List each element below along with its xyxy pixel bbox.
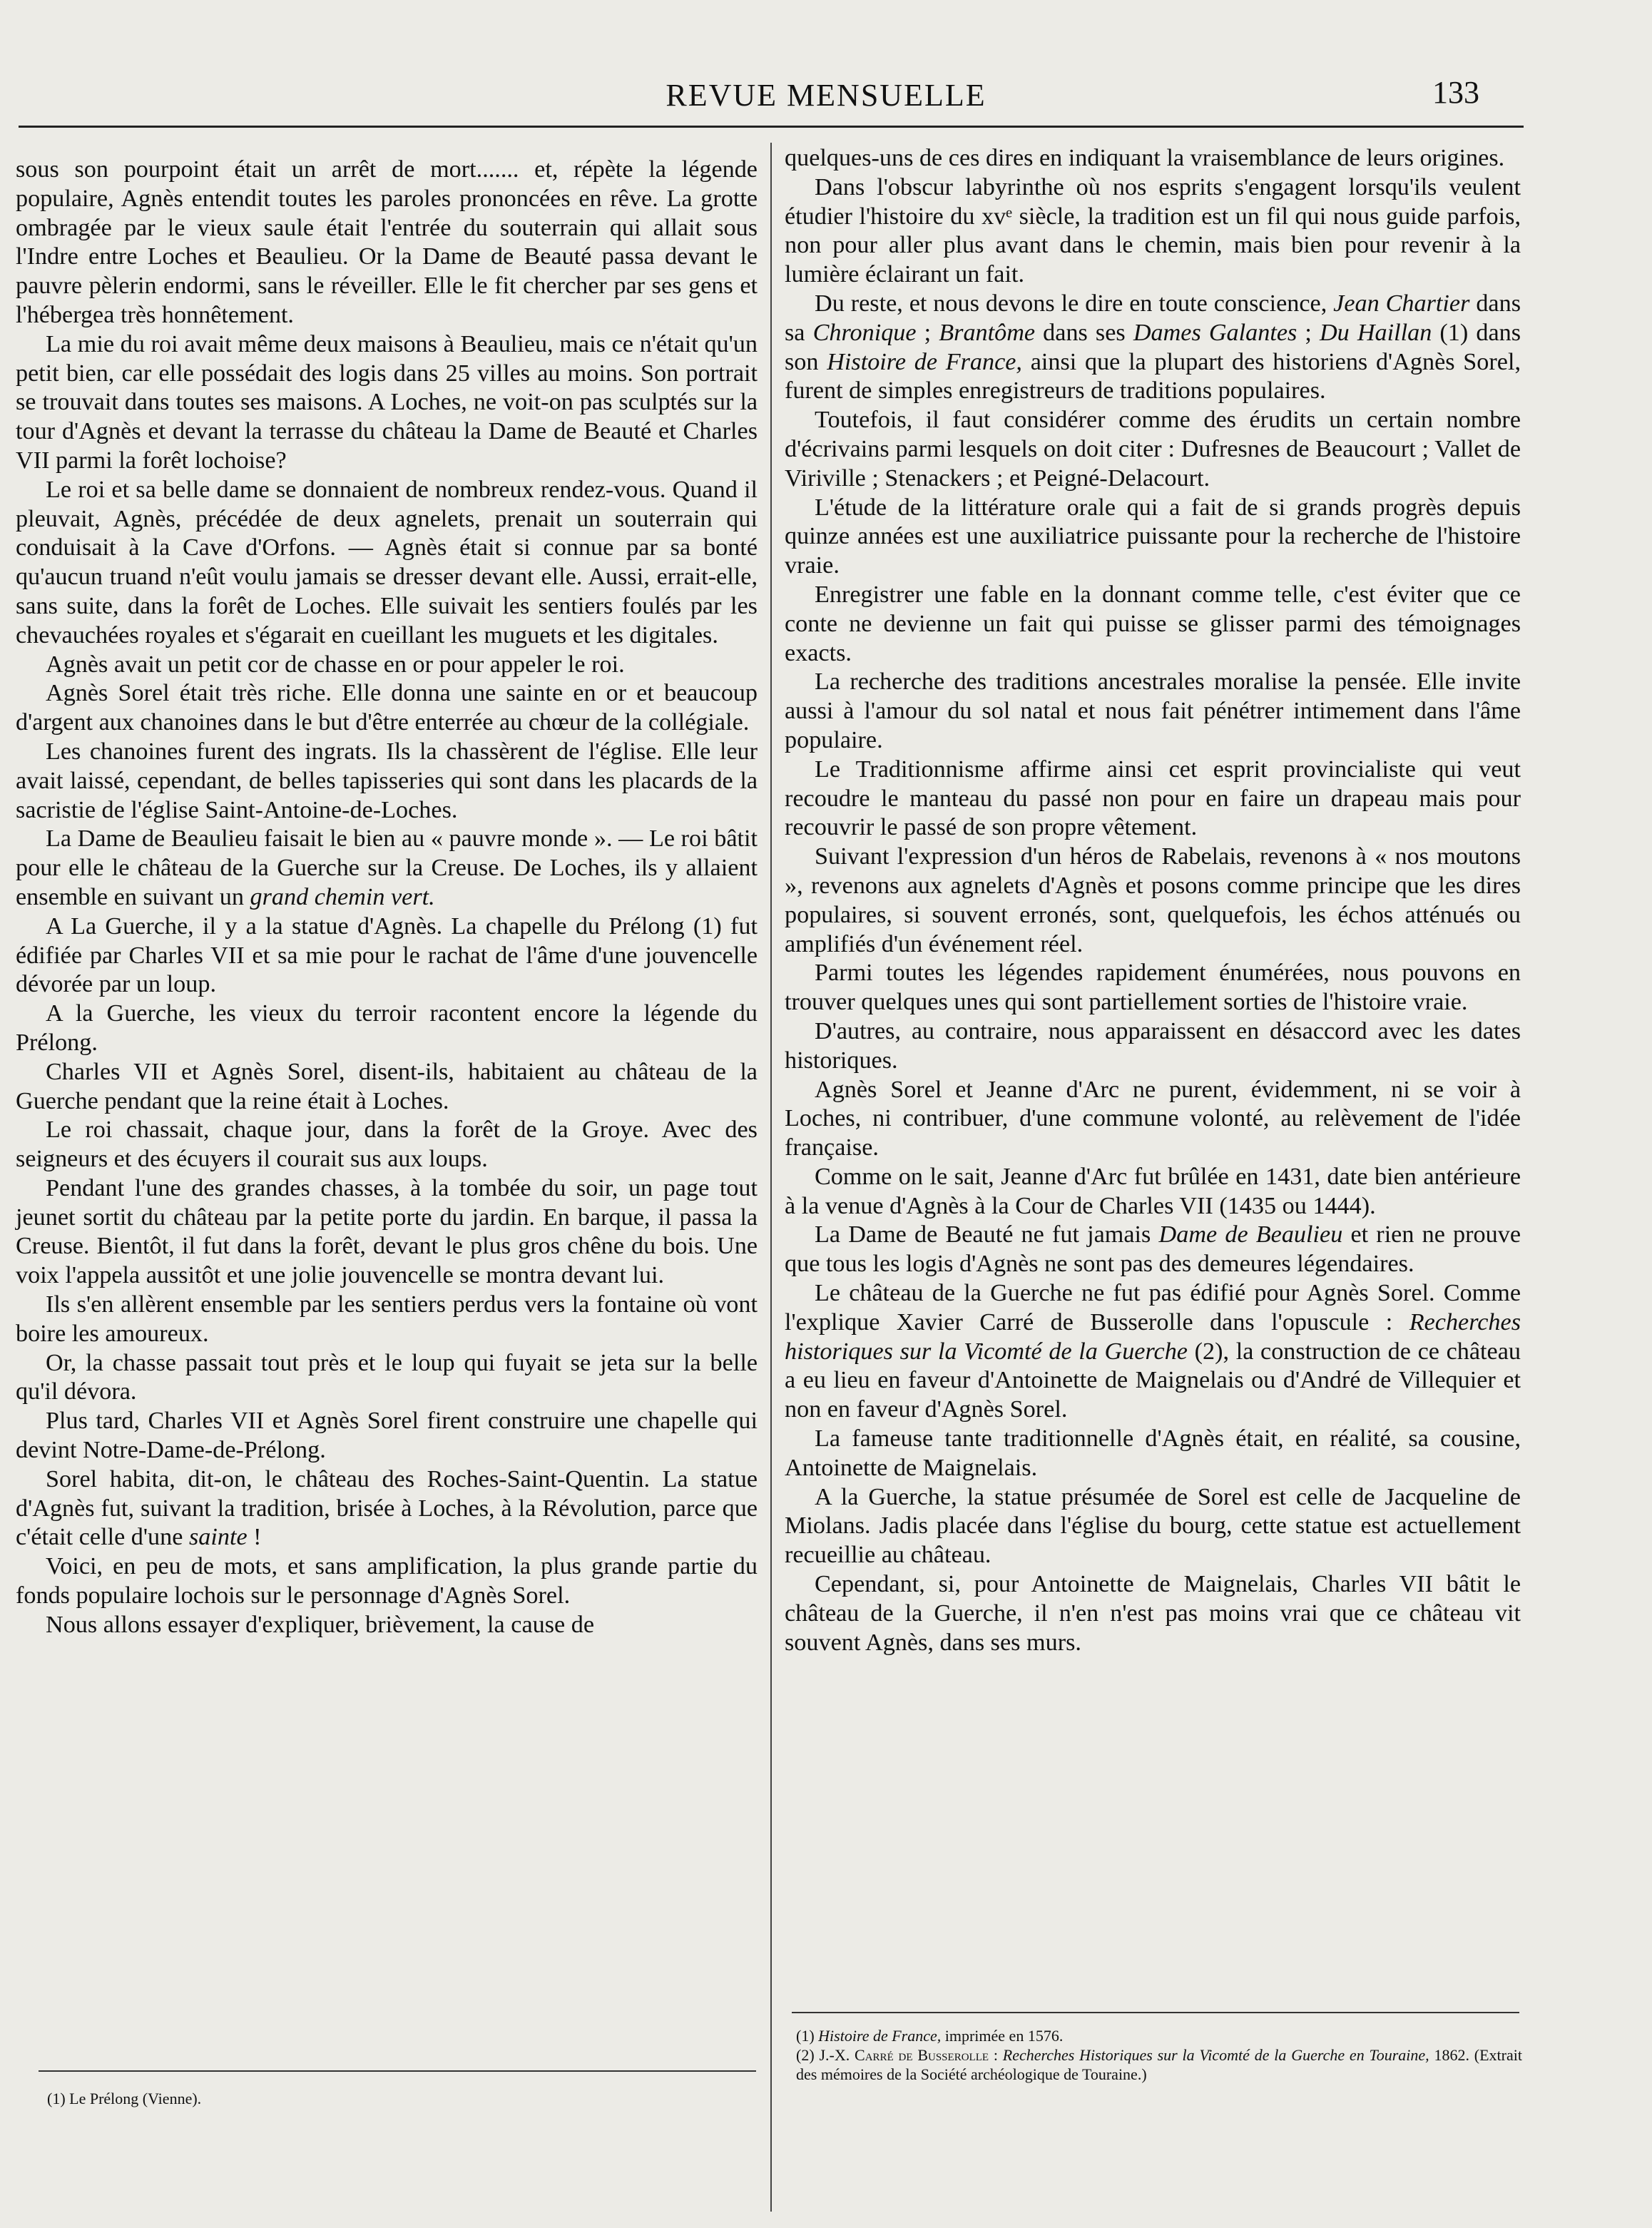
- italic-text: Dames Galantes: [1133, 319, 1297, 346]
- paragraph: [785, 290, 1521, 406]
- paragraph: L'étude de la littérature orale qui a fait de si grands progrès depuis quinze années est une auxiliatrice puissante pour la recherche de l'histoire vraie.: [785, 494, 1521, 579]
- text-run: dans ses: [1035, 319, 1133, 346]
- paragraph: [16, 1465, 758, 1552]
- paragraph: La fameuse tante traditionnelle d'Agnès était, en réalité, sa cousine, Antoinette de Maignelais.: [785, 1425, 1521, 1481]
- paragraph: [785, 1279, 1521, 1425]
- italic-text: Recherches historiques sur la Vicomté de la Guerche: [785, 1308, 1521, 1365]
- paragraph: Ils s'en allèrent ensemble par les sentiers perdus vers la fontaine où vont boire les amoureux.: [16, 1291, 758, 1347]
- paragraph: Plus tard, Charles VII et Agnès Sorel firent construire une chapelle qui devint Notre-Dame-de-Prélong.: [16, 1408, 758, 1464]
- text-run: dans sa: [785, 290, 1521, 346]
- italic-text: Histoire de France,: [818, 2027, 942, 2045]
- paragraph: Agnès Sorel était très riche. Elle donna une sainte en or et beaucoup d'argent aux chanoines dans le but d'être enterrée au chœur de la collégiale.: [16, 680, 758, 736]
- text-run: :: [989, 2046, 1003, 2064]
- text-run: Le château de la Guerche ne fut pas édifié pour Agnès Sorel. Comme l'explique Xavier Carré de Busserolle dans l'opuscule :: [785, 1280, 1521, 1336]
- paragraph: sous son pourpoint était un arrêt de mort....... et, répète la légende populaire, Agnès entendit toutes les paroles prononcées en rêve. La grotte ombragée par le vieux saule était l'entrée du souterrain qui allait sous l'Indre entre Loches et Beaulieu. Or la Dame de Beauté passa devant le pauvre pèlerin endormi, sans le réveiller. Elle le fit chercher par ses gens et l'hébergea très honnêtement.: [16, 156, 758, 328]
- italic-text: Chronique: [812, 319, 917, 346]
- footnote-rule: [792, 2012, 1519, 2013]
- paragraph: A La Guerche, il y a la statue d'Agnès. La chapelle du Prélong (1) fut édifiée par Charles VII et sa mie pour le rachat de l'âme d'une jouvencelle dévorée par un loup.: [16, 912, 758, 998]
- paragraph: Toutefois, il faut considérer comme des érudits un certain nombre d'écrivains parmi lesquels on doit citer : Dufresnes de Beaucourt ; Vallet de Viriville ; Stenackers ; et Peigné-Delacourt.: [785, 407, 1521, 492]
- text-run: imprimée en 1576.: [941, 2027, 1064, 2045]
- text-run: ;: [916, 319, 939, 346]
- paragraph: Les chanoines furent des ingrats. Ils la chassèrent de l'église. Elle leur avait laissé, cependant, de belles tapisseries qui sont dans les placards de la sacristie de l'église Saint-Antoine-de-Loches.: [16, 738, 758, 823]
- paragraph: Cependant, si, pour Antoinette de Maignelais, Charles VII bâtit le château de la Guerche, il n'en n'est pas moins vrai que ce château vit souvent Agnès, dans ses murs.: [785, 1571, 1521, 1656]
- footnotes-left: [47, 2089, 746, 2108]
- text-run: (2), la construction de ce château a eu lieu en faveur d'Antoinette de Maignelais ou d'André de Villequier et non en faveur d'Agnès Sorel.: [785, 1338, 1521, 1423]
- paragraph: A la Guerche, la statue présumée de Sorel est celle de Jacqueline de Miolans. Jadis placée dans l'église du bourg, cette statue est actuellement recueillie au château.: [785, 1483, 1521, 1569]
- italic-text: Histoire de France,: [827, 348, 1022, 375]
- paragraph: Pendant l'une des grandes chasses, à la tombée du soir, un page tout jeunet sortit du château par la petite porte du jardin. En barque, il passa la Creuse. Bientôt, il fut dans la forêt, devant le plus gros chêne du bois. Une voix l'appela aussitôt et une jolie jouvencelle se montra devant lui.: [16, 1174, 758, 1289]
- page-number: 133: [1432, 75, 1479, 110]
- italic-text: Brantôme: [939, 319, 1036, 346]
- paragraph: Enregistrer une fable en la donnant comme telle, c'est éviter que ce conte ne devienne un fait qui puisse se glisser parmi des témoignages exacts.: [785, 581, 1521, 666]
- footnotes-right: [796, 2026, 1522, 2084]
- paragraph: Voici, en peu de mots, et sans amplification, la plus grande partie du fonds populaire lochois sur le personnage d'Agnès Sorel.: [16, 1553, 758, 1609]
- footnote-rule: [39, 2070, 756, 2072]
- paragraph: Nous allons essayer d'expliquer, brièvement, la cause de: [46, 1611, 595, 1638]
- left-column: [16, 156, 758, 1640]
- italic-text: Dame de Beaulieu: [1158, 1221, 1343, 1248]
- text-run: Du reste, et nous devons le dire en toute conscience,: [815, 290, 1334, 317]
- paragraph: Agnès avait un petit cor de chasse en or pour appeler le roi.: [46, 651, 625, 678]
- paragraph: Comme on le sait, Jeanne d'Arc fut brûlée en 1431, date bien antérieure à la venue d'Agnès à la Cour de Charles VII (1435 ou 1444).: [785, 1163, 1521, 1219]
- paragraph: quelques-uns de ces dires en indiquant la vraisemblance de leurs origines.: [785, 145, 1505, 171]
- italic-text: Jean Chartier: [1333, 290, 1470, 317]
- text-run: 1862. (Extrait des mémoires de la Société archéologique de Touraine.): [796, 2046, 1522, 2083]
- paragraph: [785, 1221, 1521, 1279]
- paragraph: Agnès Sorel et Jeanne d'Arc ne purent, évidemment, ni se voir à Loches, ni contribuer, d'une commune volonté, au relèvement de l'idée française.: [785, 1076, 1521, 1161]
- text-run: La Dame de Beaulieu faisait le bien au « pauvre monde ». — Le roi bâtit pour elle le château de la Guerche sur la Creuse. De Loches, ils y allaient ensemble en suivant un: [16, 825, 758, 910]
- italic-text: Recherches Historiques sur la Vicomté de la Guerche en Touraine,: [1002, 2046, 1429, 2064]
- column-divider: [770, 143, 772, 2212]
- paragraph: Le Traditionnisme affirme ainsi cet esprit provincialiste qui veut recoudre le manteau du passé non pour en faire un drapeau mais pour recouvrir le passé de son propre vêtement.: [785, 756, 1521, 841]
- paragraph: [16, 825, 758, 912]
- text-run: Sorel habita, dit-on, le château des Roches-Saint-Quentin. La statue d'Agnès fut, suivant la tradition, brisée à Loches, à la Révolution, parce que c'était celle d'une: [16, 1465, 758, 1551]
- italic-text: sainte: [188, 1524, 248, 1551]
- text-run: La Dame de Beauté ne fut jamais: [815, 1221, 1159, 1248]
- paragraph: Le roi chassait, chaque jour, dans la forêt de la Groye. Avec des seigneurs et des écuyers il courait sus aux loups.: [16, 1116, 758, 1173]
- paragraph: D'autres, au contraire, nous apparaissent en désaccord avec les dates historiques.: [785, 1017, 1521, 1074]
- page-title: REVUE MENSUELLE: [666, 78, 986, 113]
- text-run: ainsi que la plupart des historiens d'Agnès Sorel, furent de simples enregistreurs de traditions populaires.: [785, 348, 1521, 405]
- italic-text: grand chemin vert.: [250, 883, 435, 910]
- paragraph: Charles VII et Agnès Sorel, disent-ils, habitaient au château de la Guerche pendant que la reine était à Loches.: [16, 1058, 758, 1114]
- right-column: [785, 144, 1521, 1657]
- paragraph: A la Guerche, les vieux du terroir racontent encore la légende du Prélong.: [16, 1000, 758, 1056]
- text-run: !: [247, 1524, 262, 1551]
- paragraph: La recherche des traditions ancestrales moralise la pensée. Elle invite aussi à l'amour du sol natal et nous fait pénétrer intimement dans l'âme populaire.: [785, 668, 1521, 753]
- footnote-number: (2) J.-X.: [796, 2046, 855, 2064]
- italic-text: Du Haillan: [1319, 319, 1432, 346]
- paragraph: Suivant l'expression d'un héros de Rabelais, revenons à « nos moutons », revenons aux agnelets d'Agnès et posons comme principe que les dires populaires, si souvent erronés, sont, quelquefois, les échos atténués ou amplifiés d'un événement réel.: [785, 843, 1521, 957]
- text-run: (1) dans son: [785, 319, 1521, 375]
- header-rule: [19, 126, 1524, 128]
- footnote: [796, 2026, 1522, 2045]
- paragraph: Dans l'obscur labyrinthe où nos esprits s'engagent lorsqu'ils veulent étudier l'histoire du xvᵉ siècle, la tradition est un fil qui nous guide parfois, non pour aller plus avant dans le chemin, mais bien pour revenir à la lumière éclairant un fait.: [785, 173, 1521, 288]
- author-name: Carré de Busserolle: [855, 2046, 989, 2064]
- paragraph: Or, la chasse passait tout près et le loup qui fuyait se jeta sur la belle qu'il dévora.: [16, 1349, 758, 1405]
- text-run: et rien ne prouve que tous les logis d'Agnès ne sont pas des demeures légendaires.: [785, 1221, 1521, 1278]
- paragraph: La mie du roi avait même deux maisons à Beaulieu, mais ce n'était qu'un petit bien, car elle possédait des logis dans 25 villes au moins. Son portrait se trouvait dans toutes ses maisons. A Loches, ne voit-on pas sculptés sur la tour d'Agnès et devant la terrasse du château la Dame de Beauté et Charles VII parmi la forêt lochoise?: [16, 330, 758, 474]
- text-run: ;: [1297, 319, 1320, 346]
- paragraph: Parmi toutes les légendes rapidement énumérées, nous pouvons en trouver quelques unes qui sont partiellement sorties de l'histoire vraie.: [785, 960, 1521, 1016]
- paragraph: Le roi et sa belle dame se donnaient de nombreux rendez-vous. Quand il pleuvait, Agnès, précédée de deux agnelets, prenait un souterrain qui conduisait à la Cave d'Orfons. — Agnès était si connue par sa bonté qu'aucun truand n'eût voulu jamais se dresser devant elle. Aussi, errait-elle, sans suite, dans la forêt de Loches. Elle suivait les sentiers foulés par les chevauchées royales et s'égarait en cueillant les muguets et les digitales.: [16, 476, 758, 648]
- footnote: (1) Le Prélong (Vienne).: [47, 2090, 202, 2107]
- footnote: [796, 2045, 1522, 2084]
- footnote-number: (1): [796, 2027, 819, 2045]
